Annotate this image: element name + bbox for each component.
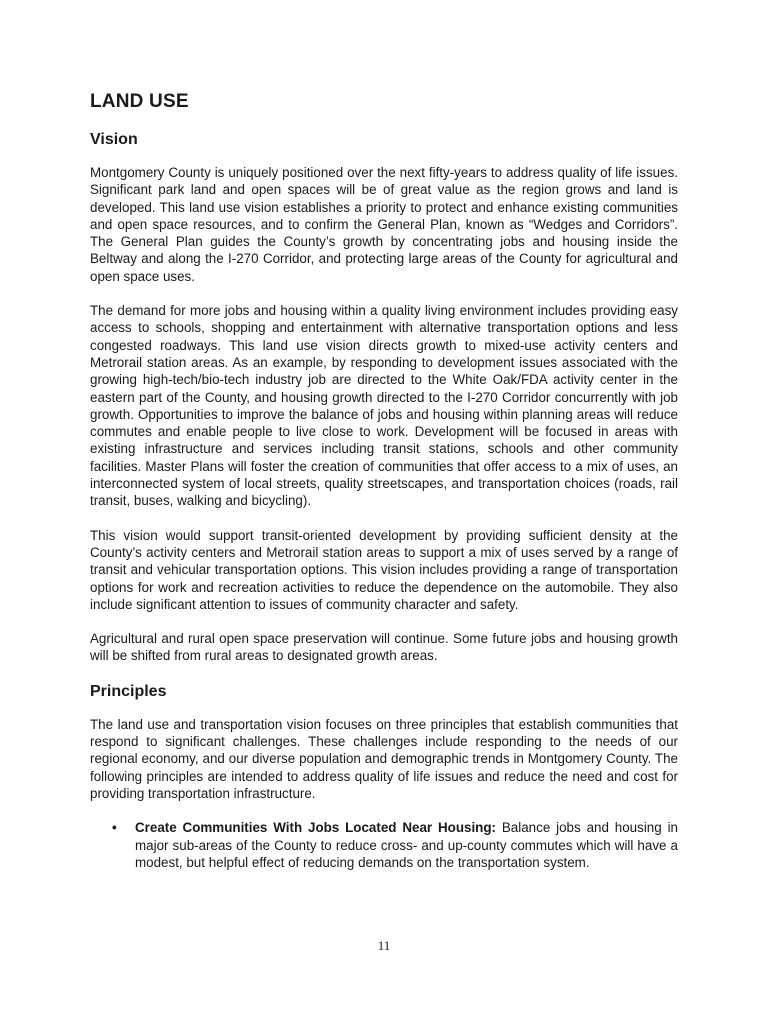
bullet-icon: •: [112, 820, 117, 836]
page-content: [90, 90, 678, 871]
vision-paragraph-2: The demand for more jobs and housing within a quality living environment includes providing easy access to schools, shopping and entertainment with alternative transportation options and less congested roadways. This land use vision directs growth to mixed-use activity centers and Metrorail station areas. As an example, by responding to development issues associated with the growing high-tech/bio-tech industry job are directed to the White Oak/FDA activity center in the eastern part of the County, and housing growth directed to the I-270 Corridor concurrently with job growth. Opportunities to improve the balance of jobs and housing within planning areas will reduce commutes and enable people to live close to work. Development will be focused in areas with existing infrastructure and services including transit stations, schools and other community facilities. Master Plans will foster the creation of communities that offer access to a mix of uses, an interconnected system of local streets, quality streetscapes, and transportation choices (roads, rail transit, buses, walking and bicycling).: [90, 303, 678, 509]
bullet-lead: Create Communities With Jobs Located Near Housing:: [135, 820, 496, 836]
vision-paragraph-1: Montgomery County is uniquely positioned over the next fifty-years to address quality of life issues. Significant park land and open spaces will be of great value as the region grows and land is developed. This land use vision establishes a priority to protect and enhance existing communities and open space resources, and to confirm the General Plan, known as “Wedges and Corridors”. The General Plan guides the County’s growth by concentrating jobs and housing inside the Beltway and along the I-270 Corridor, and protecting large areas of the County for agricultural and open space uses.: [90, 165, 678, 284]
vision-heading: Vision: [90, 131, 138, 148]
principles-list: [90, 819, 678, 871]
document-title: LAND USE: [90, 91, 189, 112]
vision-paragraph-3: This vision would support transit-oriented development by providing sufficient density at the County’s activity centers and Metrorail station areas to support a mix of uses served by a range of transit and vehicular transportation options. This vision includes providing a range of transportation options for work and recreation activities to reduce the dependence on the automobile. They also include significant attention to issues of community character and safety.: [90, 527, 678, 612]
list-item: [90, 819, 678, 871]
principles-heading: Principles: [90, 682, 167, 700]
bullet-text: Balance jobs and housing in major sub-areas of the County to reduce cross- and up-county commutes which will have a modest, but helpful effect of reducing demands on the transportation system.: [135, 820, 678, 870]
principles-intro: The land use and transportation vision focuses on three principles that establish communities that respond to significant challenges. These challenges include responding to the needs of our regional economy, and our diverse population and demographic trends in Montgomery County. The following principles are intended to address quality of life issues and reduce the need and cost for providing transportation infrastructure.: [90, 716, 678, 801]
vision-paragraph-4: Agricultural and rural open space preservation will continue. Some future jobs and housing growth will be shifted from rural areas to designated growth areas.: [90, 631, 678, 664]
page-number: 11: [377, 938, 391, 953]
